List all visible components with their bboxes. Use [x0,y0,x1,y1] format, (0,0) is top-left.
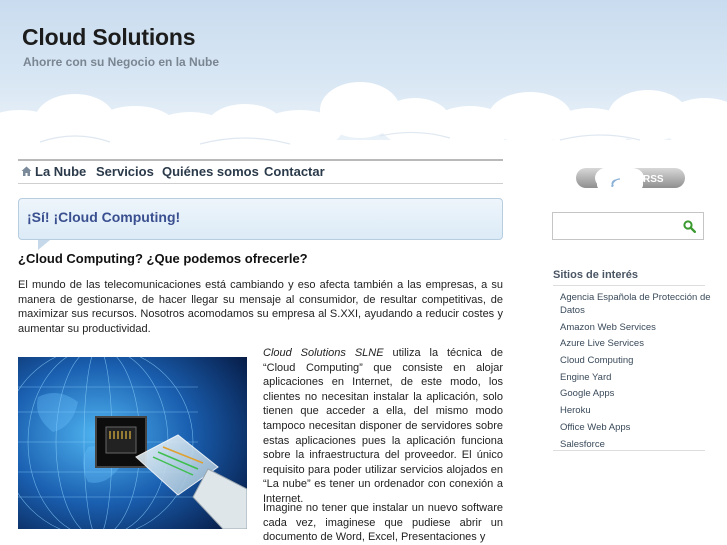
sidebar-divider [553,285,705,286]
rss-label: RSS [643,174,664,185]
site-tagline: Ahorre con su Negocio en la Nube [23,55,220,69]
nav-item-contactar[interactable]: Contactar [264,164,325,179]
main-nav [18,159,503,184]
home-icon[interactable] [21,166,32,177]
sidebar-link-salesforce[interactable]: Salesforce [560,438,605,450]
site-title[interactable]: Cloud Solutions [22,24,196,50]
sidebar-link-office-web-apps[interactable]: Office Web Apps [560,421,631,433]
post-paragraph-3: Imagine no tener que instalar un nuevo software cada vez, imaginese que pudiese abrir un documento de Word, Excel, Presentaciones y [263,502,503,544]
nav-item-quienes-somos[interactable]: Quiénes somos [162,164,259,179]
sidebar-link-azure[interactable]: Azure Live Services [560,338,644,350]
post-title-box [18,198,503,240]
network-cable-image [18,357,247,529]
sidebar-link-aws[interactable]: Amazon Web Services [560,321,656,333]
search-icon[interactable] [683,220,696,233]
company-name: Cloud Solutions SLNE [263,347,384,359]
sidebar-link-google-apps[interactable]: Google Apps [560,388,615,400]
cloud-border [0,70,727,165]
sidebar-links-list [560,291,712,454]
post-paragraph-2 [263,346,503,507]
post-heading: ¿Cloud Computing? ¿Que podemos ofrecerle? [18,251,308,266]
sidebar-link-engine-yard[interactable]: Engine Yard [560,371,612,383]
post-title[interactable]: ¡Sí! ¡Cloud Computing! [27,209,181,225]
rss-badge[interactable] [575,160,687,192]
search-box [552,212,704,240]
post-paragraph-1: El mundo de las telecomunicaciones está cambiando y eso afecta también a las empresas, a su manera de gestionarse, de hacer llegar su mensaje al consumidor, de resultar competitivas, de maximizar sus recursos. Nosotros acomodamos su empresa al S.XXI, ayudando a reducir costes y aumentar su productividad. [18,279,503,335]
sidebar-divider-bottom [553,450,705,451]
nav-item-servicios[interactable]: Servicios [96,164,154,179]
sidebar-link-heroku[interactable]: Heroku [560,405,591,417]
post-title-tail [38,240,50,250]
nav-item-la-nube[interactable]: La Nube [35,164,87,179]
sidebar-link-cloud-computing[interactable]: Cloud Computing [560,355,634,367]
sidebar-links-heading: Sitios de interés [553,269,638,281]
post-paragraph-2-text: utiliza la técnica de “Cloud Computing” que consiste en alojar aplicaciones en Internet, de este modo, los clientes no necesitan instalar la aplicación, solo tienen que acceder a ella, del mismo modo tampoco necesitan disponer de servidores sobre estas aplicaciones pues la aplicación funciona sobre la infraestructura del proveedor. El único requisito para poder utilizar servicios alojados en “La nube” es tener un ordenador con conexión a Internet. [263,347,503,505]
sidebar-link-agencia[interactable]: Agencia Española de Protección de Datos [560,292,711,316]
search-input[interactable] [555,215,679,239]
